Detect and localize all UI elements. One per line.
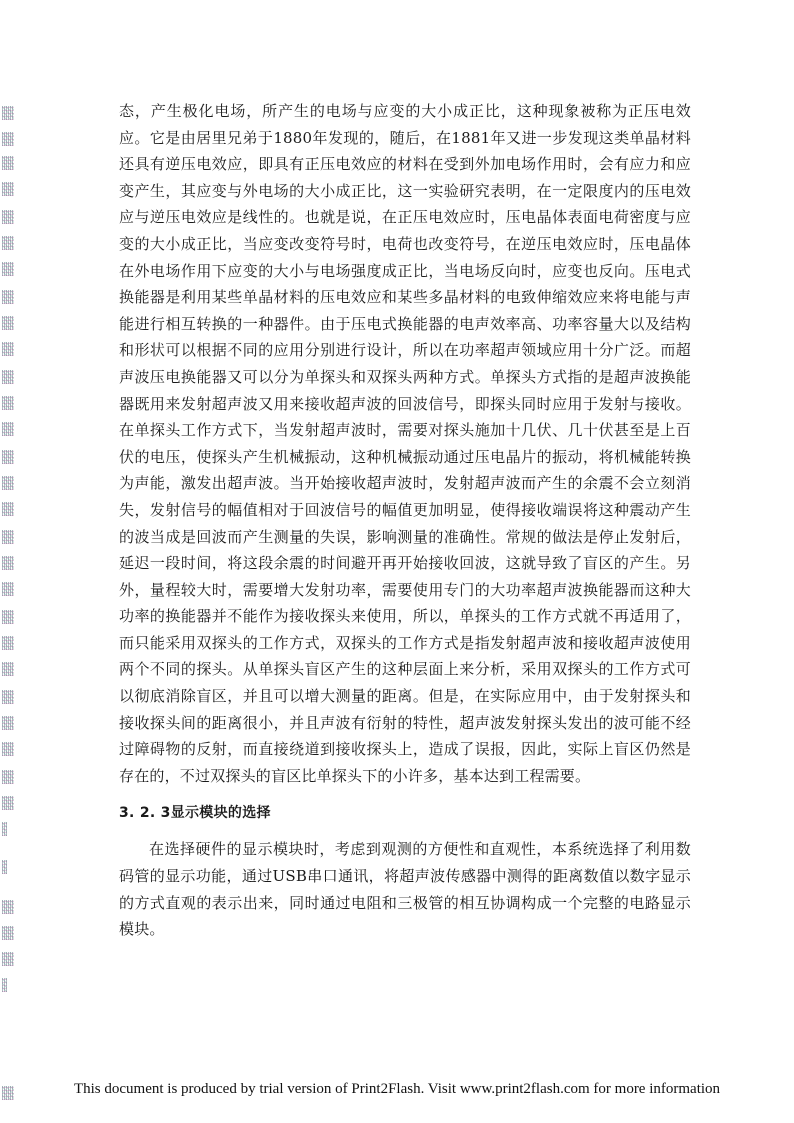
margin-mark bbox=[2, 610, 14, 624]
margin-mark bbox=[2, 716, 14, 730]
margin-mark bbox=[2, 822, 7, 836]
margin-mark bbox=[2, 476, 14, 490]
margin-mark bbox=[2, 530, 14, 544]
margin-mark bbox=[2, 236, 14, 250]
margin-mark bbox=[2, 156, 14, 170]
margin-mark bbox=[2, 582, 14, 596]
margin-mark bbox=[2, 926, 14, 940]
margin-mark bbox=[2, 900, 14, 914]
margin-mark bbox=[2, 742, 14, 756]
margin-mark bbox=[2, 290, 14, 304]
margin-mark bbox=[2, 316, 14, 330]
margin-scan-marks bbox=[2, 98, 16, 1108]
margin-mark bbox=[2, 690, 14, 704]
margin-mark bbox=[2, 796, 14, 810]
body-paragraph: 态，产生极化电场，所产生的电场与应变的大小成正比，这种现象被称为正压电效应。它是由居里兄弟于1880年发现的，随后，在1881年又进一步发现这类单晶材料还具有逆压电效应，即具有正压电效应的材料在受到外加电场作用时，会有应力和应变产生，其应变与外电场的大小成正比，这一实验研究表明，在一定限度内的压电效应与逆压电效应是线性的。也就是说，在正压电效应时，压电晶体表面电荷密度与应变的大小成正比，当应变改变符号时，电荷也改变符号，在逆压电效应时，压电晶体在外电场作用下应变的大小与电场强度成正比，当电场反向时，应变也反向。压电式换能器是利用某些单晶材料的压电效应和某些多晶材料的电致伸缩效应来将电能与声能进行相互转换的一种器件。由于压电式换能器的电声效率高、功率容量大以及结构和形状可以根据不同的应用分别进行设计，所以在功率超声领域应用十分广泛。而超声波压电换能器又可以分为单探头和双探头两种方式。单探头方式指的是超声波换能器既用来发射超声波又用来接收超声波的回波信号，即探头同时应用于发射与接收。在单探头工作方式下，当发射超声波时，需要对探头施加十几伏、几十伏甚至是上百伏的电压，使探头产生机械振动，这种机械振动通过压电晶片的振动，将机械能转换为声能，激发出超声波。当开始接收超声波时，发射超声波而产生的余震不会立刻消失，发射信号的幅值相对于回波信号的幅值更加明显，使得接收端误将这种震动产生的波当成是回波而产生测量的失误，影响测量的准确性。常规的做法是停止发射后，延迟一段时间，将这段余震的时间避开再开始接收回波，这就导致了盲区的产生。另外，量程较大时，需要增大发射功率，需要使用专门的大功率超声波换能器而这种大功率的换能器并不能作为接收探头来使用，所以，单探头的工作方式就不再适用了，而只能采用双探头的工作方式，双探头的工作方式是指发射超声波和接收超声波使用两个不同的探头。从单探头盲区产生的这种层面上来分析，采用双探头的工作方式可以彻底消除盲区，并且可以增大测量的距离。但是，在实际应用中，由于发射探头和接收探头间的距离很小，并且声波有衍射的特性，超声波发射探头发出的波可能不经过障碍物的反射，而直接绕道到接收探头上，造成了误报，因此，实际上盲区仍然是存在的，不过双探头的盲区比单探头下的小许多，基本达到工程需要。 bbox=[119, 102, 691, 785]
margin-mark bbox=[2, 978, 7, 992]
section-heading: 3. 2. 3显示模块的选择 bbox=[119, 805, 271, 822]
margin-mark bbox=[2, 182, 14, 196]
margin-mark bbox=[2, 860, 7, 874]
margin-mark bbox=[2, 636, 14, 650]
margin-mark bbox=[2, 556, 14, 570]
margin-mark bbox=[2, 396, 14, 410]
margin-mark bbox=[2, 106, 14, 120]
margin-mark bbox=[2, 770, 14, 784]
margin-mark bbox=[2, 262, 14, 276]
trial-version-footer: This document is produced by trial version of Print2Flash. Visit www.print2flash.com for more information bbox=[73, 1081, 721, 1097]
body-text bbox=[119, 98, 691, 943]
margin-mark bbox=[2, 450, 14, 464]
margin-mark bbox=[2, 952, 14, 966]
margin-mark bbox=[2, 210, 14, 224]
margin-mark bbox=[2, 132, 14, 146]
margin-mark bbox=[2, 502, 14, 516]
margin-mark bbox=[2, 370, 14, 384]
margin-mark bbox=[2, 422, 14, 436]
body-paragraph: 在选择硬件的显示模块时，考虑到观测的方便性和直观性，本系统选择了利用数码管的显示功能，通过USB串口通讯，将超声波传感器中测得的距离数值以数字显示的方式直观的表示出来，同时通过电阻和三极管的相互协调构成一个完整的电路显示模块。 bbox=[119, 840, 691, 939]
margin-mark bbox=[2, 662, 14, 676]
margin-mark bbox=[2, 342, 14, 356]
